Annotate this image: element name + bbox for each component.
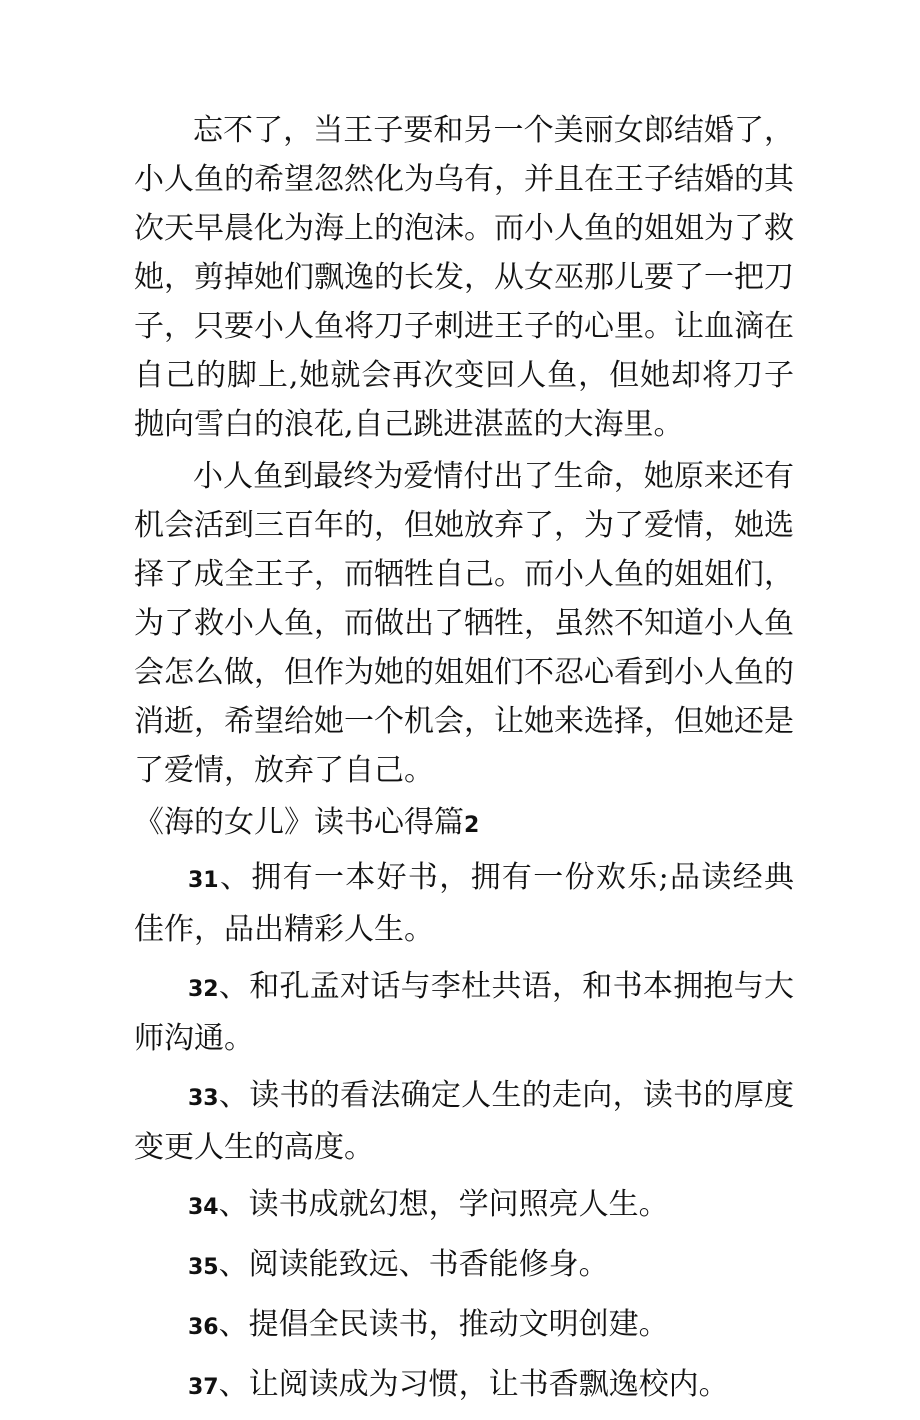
list-item-number: 35 (188, 1255, 219, 1280)
paragraph-2: 小人鱼到最终为爱情付出了生命，她原来还有机会活到三百年的，但她放弃了，为了爱情，她选择了成全王子，而牺牲自己。而小人鱼的姐姐们，为了救小人鱼，而做出了牺牲，虽然不知道小人鱼会怎么做，但作为她的姐姐们不忍心看到小人鱼的消逝，希望给她一个机会，让她来选择，但她还是了爱情，放弃了自己。 (134, 459, 794, 788)
list-item (134, 853, 794, 954)
list-item-number: 31 (188, 868, 219, 893)
section-heading (134, 798, 794, 850)
list-item-text: 、读书的看法确定人生的走向，读书的厚度变更人生的高度。 (134, 1078, 794, 1165)
list-item-text: 、提倡全民读书，推动文明创建。 (218, 1307, 669, 1342)
list-item (134, 1300, 794, 1352)
list-item-number: 33 (188, 1086, 219, 1111)
list-item-text: 、阅读能致远、书香能修身。 (218, 1247, 609, 1282)
list-item-text: 、拥有一本好书，拥有一份欢乐;品读经典佳作，品出精彩人生。 (134, 860, 794, 947)
list-item-number: 37 (188, 1375, 219, 1400)
section-heading-text: 《海的女儿》读书心得篇 (134, 805, 464, 840)
section-heading-number: 2 (464, 813, 480, 838)
list-item-number: 36 (188, 1315, 219, 1340)
list-item (134, 1240, 794, 1292)
list-item-number: 32 (188, 977, 219, 1002)
list-item-text: 、和孔孟对话与李杜共语，和书本拥抱与大师沟通。 (134, 969, 794, 1056)
paragraph-1: 忘不了，当王子要和另一个美丽女郎结婚了，小人鱼的希望忽然化为乌有，并且在王子结婚的其次天早晨化为海上的泡沫。而小人鱼的姐姐为了救她，剪掉她们飘逸的长发，从女巫那儿要了一把刀子，只要小人鱼将刀子刺进王子的心里。让血滴在自己的脚上,她就会再次变回人鱼，但她却将刀子抛向雪白的浪花,自己跳进湛蓝的大海里。 (134, 113, 794, 442)
list-item-text: 、读书成就幻想，学问照亮人生。 (218, 1187, 669, 1222)
list-item (134, 1180, 794, 1232)
list-item (134, 962, 794, 1063)
list-item (134, 1360, 794, 1412)
list-item-number: 34 (188, 1195, 219, 1220)
list-item-text: 、让阅读成为习惯，让书香飘逸校内。 (218, 1367, 729, 1402)
document-body (134, 106, 794, 1420)
list-item (134, 1071, 794, 1172)
